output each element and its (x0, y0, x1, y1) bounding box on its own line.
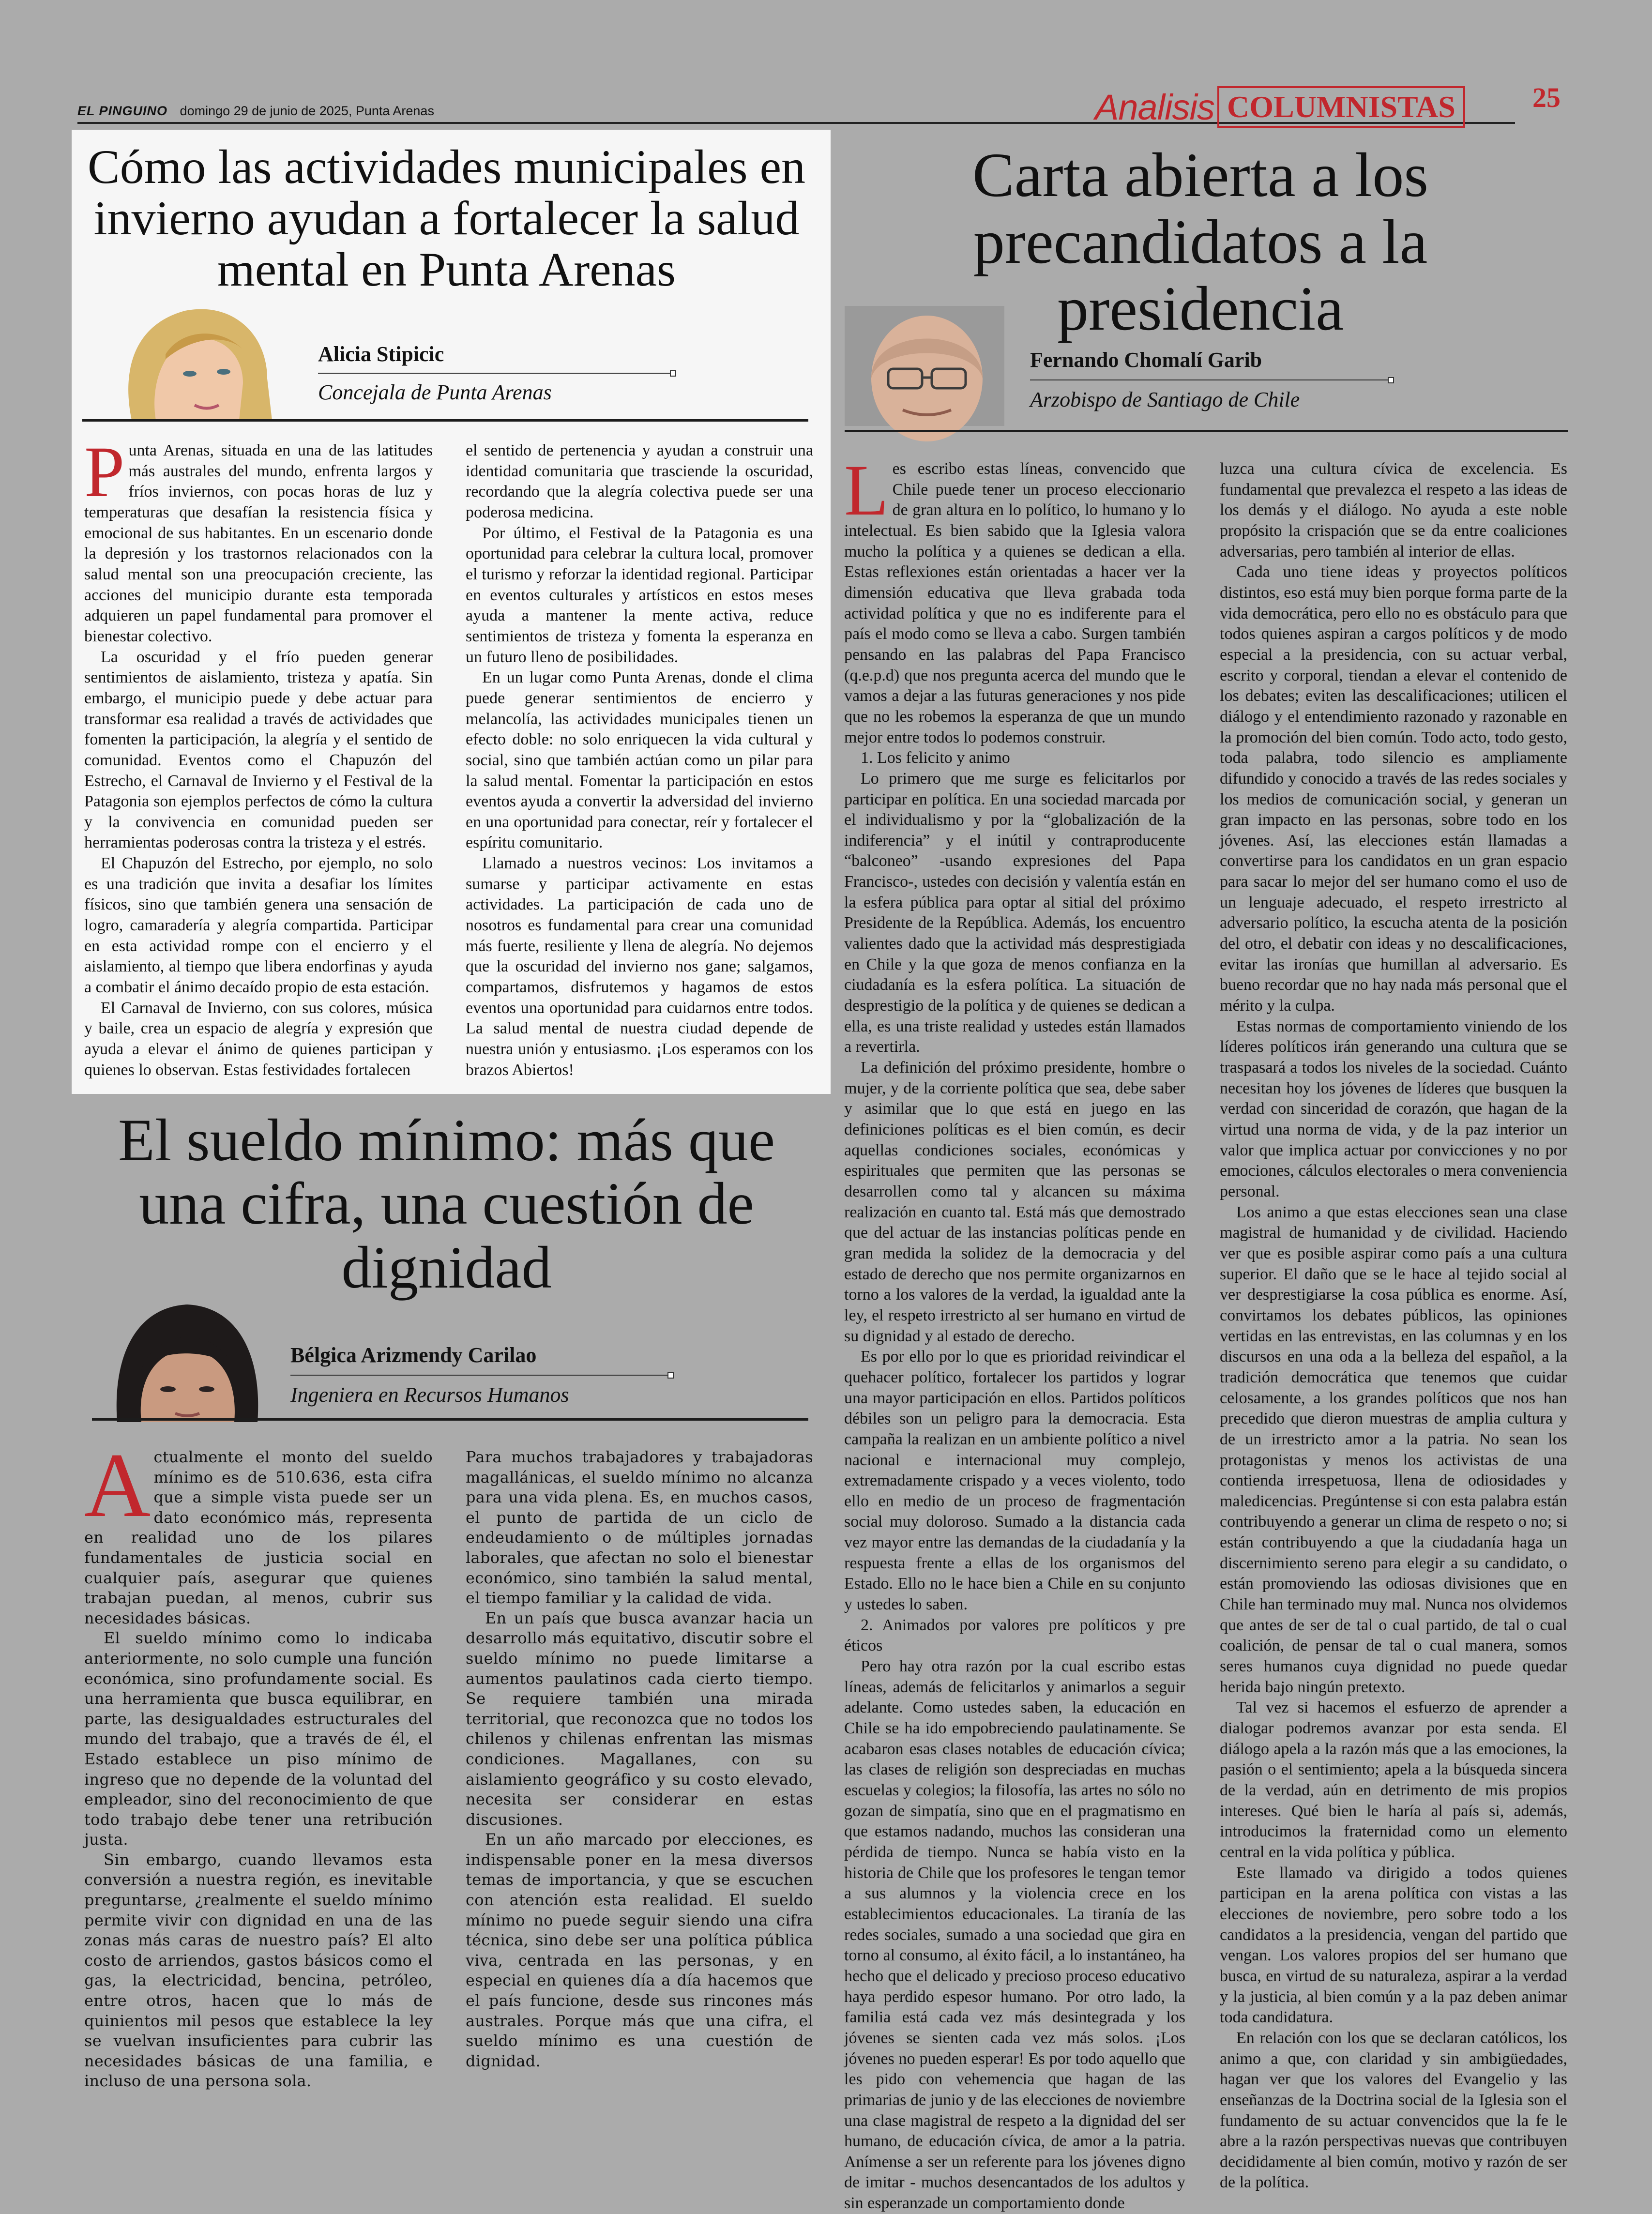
article2-paragraph: Cada uno tiene ideas y proyectos políticos distintos, eso está muy bien porque forma parte de la vida democrática, pero ello no es obstáculo para que todos quienes aspiran a cargos políticos y de modo especial a la presidencia, con su actuar verbal, escrito y corporal, tiendan a elevar el contenido de los debates; eviten las descalificaciones; utilicen el diálogo y el entendimiento razonado y razonable en la promoción del bien común. Todo acto, todo gesto, toda palabra, todo silencio es ampliamente difundido y conocido a través de las redes sociales y los medios de comunicación social, y generan un gran impacto en las personas, sobre todo en los jóvenes. Así, las elecciones están llamadas a convertirse para los candidatos en un gran espacio para sacar lo mejor del ser humano como el uso de un lenguaje adecuado, el respeto irrestricto al adversario político, la escucha atenta de la posición del otro, el debatir con ideas y no descalificaciones, evitar las ironías que humillan al adversario. Es bueno recordar que no hay nada más personal que el mérito y la culpa. (1220, 563, 1567, 1015)
article1-paragraph: El Chapuzón del Estrecho, por ejemplo, no solo es una tradición que invita a desafiar los límites físicos, sino que también genera una sensación de logro, camaradería y alegría compartida. Participar en esta actividad rompe con el encierro y el aislamiento, al tiempo que libera endorfinas y ayuda a combatir el ánimo decaído propio de esta estación. (84, 854, 433, 997)
section-label: COLUMNISTAS (1217, 86, 1465, 128)
article2-title: Carta abierta a los precandidatos a la presidencia (972, 140, 1429, 344)
article2-paragraph: Estas normas de comportamiento viniendo de los líderes políticos irán generando una cultura que se traspasará a todos los niveles de la sociedad. Cuánto necesitan hoy los jóvenes de líderes que busquen la verdad con sinceridad de corazón, que hagan de la virtud una norma de vida, y de la paz interior un valor que implica actuar por convicciones y no por emociones, cálculos electorales o mera conveniencia personal. (1220, 1017, 1567, 1200)
section-header (1095, 86, 1465, 128)
article2-column-1 (844, 450, 1185, 2213)
masthead (77, 104, 434, 119)
article2-author-rule (1030, 379, 1388, 380)
article3-author-name: Bélgica Arizmendy Carilao (290, 1343, 537, 1367)
article2-subheading: 1. Los felicito y animo (861, 749, 1010, 767)
newspaper-brand: EL PINGUINO (77, 104, 168, 118)
article2-paragraph: La definición del próximo presidente, hombre o mujer, y de la corriente política que sea, debe saber y asimilar que lo que está en juego en las definiciones políticas es el bien común, es decir aquellas condiciones sociales, económicas y espirituales que permiten que las personas se desarrollen como tal y alcancen su máxima realización en cuanto tal. Está más que demostrado que del actuar de las instancias políticas pende en gran medida la solidez de la democracia y del estado de derecho que nos permite organizarnos en torno a los valores de la verdad, la igualdad ante la ley, el respeto irrestricto al ser humano en virtud de su dignidad y al estado de derecho. (844, 1059, 1185, 1345)
section-script-label: Analisis (1095, 87, 1214, 127)
article2-author-role: Arzobispo de Santiago de Chile (1030, 388, 1300, 411)
article2-subheading: 2. Animados por valores pre políticos y pre éticos (844, 1616, 1185, 1655)
article1-column-2 (466, 440, 813, 1084)
article1-author-name: Alicia Stipicic (318, 342, 444, 366)
article3-paragraph: Sin embargo, cuando llevamos esta conversión a nuestra región, es inevitable preguntarse, ¿realmente el sueldo mínimo permite vivir con dignidad en una de las zonas más caras de nuestro país? El alto costo de arriendos, gastos básicos como el gas, la electricidad, bencina, petróleo, entre otros, hacen que lo más de quinientos mil pesos que establece la ley se vuelvan insuficientes para cubrir las necesidades básicas de una familia, e incluso de una persona sola. (84, 1850, 433, 2091)
article1-author-rule (318, 373, 670, 374)
article3-paragraph: En un país que busca avanzar hacia un desarrollo más equitativo, discutir sobre el sueldo mínimo no puede limitarse a aumentos paulatinos cada cierto tiempo. Se requiere también una mirada territorial, que reconozca que no todos los chilenos y chilenas enfrentan las mismas condiciones. Magallanes, con su aislamiento geográfico y su costo elevado, necesita ser considerar en estas discusiones. (466, 1608, 813, 1829)
article1-paragraph: Llamado a nuestros vecinos: Los invitamos a sumarse y participar activamente en estas actividades. La participación de cada uno de nosotros es fundamental para crear una comunidad más fuerte, resiliente y llena de alegría. No dejemos que la oscuridad del invierno nos gane; salgamos, compartamos, disfrutemos y hagamos de estos eventos una oportunidad para cuidarnos entre todos. La salud mental de nuestra ciudad depende de nuestra unión y entusiasmo. ¡Los esperamos con los brazos Abiertos! (466, 854, 813, 1079)
article1-author-role: Concejala de Punta Arenas (318, 380, 552, 404)
article1-author-photo (112, 296, 288, 420)
article3-column-2 (466, 1447, 813, 2091)
article3-column-1 (84, 1435, 433, 2091)
article3-paragraph: El sueldo mínimo como lo indicaba anteriormente, no solo cumple una función económica, sino profundamente social. Es una herramienta que busca equilibrar, en parte, las desigualdades estructurales del mundo del trabajo, que a través de él, el Estado establece un piso mínimo de ingreso que no depende de la voluntad del empleador, sino del reconocimiento de que todo trabajo debe tener una retribución justa. (84, 1629, 433, 1849)
article2-paragraph: Tal vez si hacemos el esfuerzo de aprender a dialogar podremos avanzar por esta senda. El diálogo apela a la razón más que a las emociones, la pasión o el sentimiento; apela a la búsqueda sincera de la verdad, aún en detrimento de mis propios intereses. Qué bien le haría al país si, además, introducimos la fraternidad como un elemento central en la vida política y pública. (1220, 1698, 1567, 1861)
article2-paragraph: Este llamado va dirigido a todos quienes participan en la arena política con vistas a las elecciones de noviembre, pero sobre todo a los candidatos a la presidencia, vengan del partido que vengan. Los valores propios del ser humano que busca, en virtud de su naturaleza, aspirar a la verdad y la justicia, al bien común y a la paz deben animar toda candidatura. (1220, 1864, 1567, 2027)
article1-paragraph: La oscuridad y el frío pueden generar sentimientos de aislamiento, tristeza y apatía. Sin embargo, el municipio puede y debe actuar para transformar esa realidad a través de actividades que fomenten la participación, la alegría y el sentido de comunidad. Eventos como el Chapuzón del Estrecho, el Carnaval de Invierno y el Festival de la Patagonia son ejemplos perfectos de cómo la cultura y la convivencia en comunidad pueden ser herramientas poderosas contra la tristeza y el estrés. (84, 648, 433, 852)
page-number: 25 (1532, 82, 1561, 113)
article1-dropcap: P (84, 432, 125, 512)
article3-paragraph: ctualmente el monto del sueldo mínimo es de 510.636, esta cifra que a simple vista puede ser un dato económico más, representa en realidad uno de los pilares fundamentales de justicia social en cualquier país, asegurar que quienes trabajan puedan, al menos, cubrir sus necesidades básicas. (84, 1448, 433, 1627)
article3-dropcap: A (84, 1435, 151, 1536)
article2-byline-separator (845, 430, 1568, 432)
article2-paragraph: Lo primero que me surge es felicitarlos por participar en política. En una sociedad marcada por el individualismo y por la “globalización de la indiferencia” y el inútil y contraproducente “balconeo” -usando expresiones del Papa Francisco-, ustedes con decisión y valentía están en la esfera pública para optar al sitial del próximo Presidente de la República. Además, los encuentro valientes dado que la actividad más desprestigiada en Chile y la que goza de menos confianza en la ciudadanía es la esfera política. La situación de desprestigio de la política y de quienes se dedican a ella, es una triste realidad y ustedes están llamados a revertirla. (844, 769, 1185, 1056)
article1-byline-separator (82, 419, 808, 422)
article1-paragraph: El Carnaval de Invierno, con sus colores, música y baile, crea un espacio de alegría y expresión que ayuda a elevar el ánimo de quienes participan y quienes lo observan. Estas festividades fortalecen (84, 999, 433, 1079)
article1-paragraph: En un lugar como Punta Arenas, donde el clima puede generar sentimientos de encierro y melancolía, las actividades municipales tienen un efecto doble: no solo enriquecen la vida cultural y social, sino que también actúan como un pilar para la salud mental. Fomentar la participación en estos eventos ayuda a convertir la adversidad del invierno en una oportunidad para conectar, reír y fortalecer el espíritu comunitario. (466, 668, 813, 852)
article1-paragraph: el sentido de pertenencia y ayudan a construir una identidad comunitaria que trasciende la oscuridad, recordando que la alegría colectiva puede ser una poderosa medicina. (466, 441, 813, 521)
article3-author-rule (290, 1375, 668, 1376)
article3-paragraph: Para muchos trabajadores y trabajadoras magallánicas, el sueldo mínimo no alcanza para una vida plena. Es, en muchos casos, el punto de partida de un ciclo de endeudamiento o de múltiples jornadas laborales, que afectan no solo el bienestar económico, sino también la salud mental, el tiempo familiar y la calidad de vida. (466, 1448, 813, 1607)
article2-paragraph: Pero hay otra razón por la cual escribo estas líneas, además de felicitarlos y animarlos a seguir adelante. Como ustedes saben, la educación en Chile se ha ido empobreciendo paulatinamente. Se acabaron esas clases notables de educación cívica; las clases de religión son despreciadas en muchas escuelas y colegios; la filosofía, las artes no sólo no gozan de simpatía, sino que en el pragmatismo en que estamos nadando, muchos las consideran una pérdida de tiempo. Nunca se había visto en la historia de Chile que los profesores le tengan temor a sus alumnos y la violencia crece en los establecimientos educacionales. La tiranía de las redes sociales, sumado a una sociedad que gira en torno al consumo, al éxito fácil, a lo instantáneo, ha hecho que el delicado y precioso proceso educativo haya perdido espesor humano. Por otro lado, la familia está cada vez más desintegrada y los jóvenes se sienten cada vez más solos. ¡Los jóvenes no pueden esperar! Es por todo aquello que les pido con vehemencia que hagan de las primarias de junio y de las elecciones de noviembre una clase magistral de respeto a la dignidad del ser humano, de educación cívica, de amor a la patria. Anímense a ser un referente para los jóvenes digno de imitar - muchos desencantados de los adultos y sin esperanzade un comportamiento donde (844, 1657, 1185, 2213)
article1-paragraph: unta Arenas, situada en una de las latitudes más australes del mundo, enfrenta largos y fríos inviernos, con pocas horas de luz y temperaturas que desafían la resistencia física y emocional de sus habitantes. En un escenario donde la depresión y los trastornos relacionados con la salud mental son una preocupación creciente, las acciones del municipio durante esta temporada adquieren un papel fundamental para promover el bienestar colectivo. (84, 441, 433, 645)
article2-dropcap: L (844, 450, 889, 531)
article1-title: Cómo las actividades municipales en invierno ayudan a fortalecer la salud mental en Punta Arenas (88, 140, 805, 296)
article2-paragraph: es escribo estas líneas, convencido que Chile puede tener un proceso eleccionario de gran altura en lo político, lo humano y lo intelectual. Es bien sabido que la Iglesia valora mucho la política y a quienes se dedican a ella. Estas reflexiones están orientadas a hacer ver la dimensión educativa que lleva grabada toda actividad política y que no es indiferente para el país el modo como se lleva a cabo. Surgen también pensando en las palabras del Papa Francisco (q.e.p.d) que nos pregunta acerca del mundo que le vamos a dejar a las futuras generaciones y nos pide que no les robemos la esperanza de que un mundo mejor entre todos lo podemos construir. (844, 460, 1185, 746)
article2-author-name: Fernando Chomalí Garib (1030, 348, 1262, 372)
article2-column-2 (1220, 459, 1567, 2192)
article1-column-1 (84, 432, 433, 1084)
article3-byline-separator (92, 1418, 808, 1421)
article3-author-role: Ingeniera en Recursos Humanos (290, 1383, 569, 1407)
article2-paragraph: En relación con los que se declaran católicos, los animo a que, con claridad y sin ambigüedades, hagan ver que los valores del Evangelio y las enseñanzas de la Doctrina social de la Iglesia son el fundamento de su actuar convencidos que la fe le abre a la razón perspectivas nuevas que contribuyen decididamente al bien común, motivo y razón de ser de la política. (1220, 2029, 1567, 2192)
article1-paragraph: Por último, el Festival de la Patagonia es una oportunidad para celebrar la cultura local, promover el turismo y reforzar la identidad regional. Participar en eventos culturales y artísticos en estos meses ayuda a mantener la mente activa, reduce sentimientos de tristeza y fomenta la esperanza en un futuro lleno de posibilidades. (466, 524, 813, 666)
article2-paragraph: Es por ello por lo que es prioridad reivindicar el quehacer político, fortalecer los partidos y lograr una mayor participación en ellos. Partidos políticos débiles son un peligro para la democracia. Esta campaña la realizan en un ambiente político a nivel nacional e internacional muy complejo, extremadamente crispado y a veces violento, todo ello en medio de un proceso de fragmentación social muy doloroso. Sumado a la distancia cada vez mayor entre las demandas de la ciudadanía y la respuesta frente a ellas de los organismos del Estado. Ello no le hace bien a Chile en su conjunto y ustedes lo saben. (844, 1348, 1185, 1614)
issue-date: domingo 29 de junio de 2025, Punta Arenas (180, 104, 434, 118)
article2-paragraph: Los animo a que estas elecciones sean una clase magistral de humanidad y de civilidad. Haciendo ver que es posible aspirar como país a una cultura superior. El daño que se le hace al tejido social al ver desprestigiarse la cosa pública es enorme. Así, convirtamos los debates públicos, las opiniones vertidas en las entrevistas, en las columnas y en los discursos en una oda a la belleza del español, a la tradición democrática que tenemos que cuidar celosamente, a los grandes políticos que nos han precedido que dieron muestras de amplia cultura y de un irrestricto amor a la patria. No sean los protagonistas y menos los activistas de una contienda irrespetuosa, llena de odiosidades y maledicencias. Pregúntense si con esta palabra están contribuyendo a generar un clima de respeto o no; si están contribuyendo a que la ciudadanía haga un discernimiento sereno para elegir a su candidato, o están promoviendo las odiosas divisiones que en Chile han terminado muy mal. Nunca nos olvidemos que antes de ser de tal o cual partido, de tal o cual coalición, de pensar de tal o cual manera, somos seres humanos cuya dignidad no puede quedar herida bajo ningún pretexto. (1220, 1203, 1567, 1696)
article3-title: El sueldo mínimo: más que una cifra, una cuestión de dignidad (118, 1107, 775, 1301)
article2-author-photo (845, 306, 1004, 426)
article3-author-photo (107, 1297, 267, 1422)
article2-paragraph: luzca una cultura cívica de excelencia. Es fundamental que prevalezca el respeto a las ideas de los demás y el diálogo. No ayuda a este noble propósito la crispación que se da entre coaliciones adversarias, pero también al interior de ellas. (1220, 460, 1567, 561)
article3-paragraph: En un año marcado por elecciones, es indispensable poner en la mesa diversos temas de importancia, y que se escuchen con atención esta realidad. El sueldo mínimo no puede seguir siendo una cifra técnica, sino debe ser una política pública viva, centrada en las personas, y en especial en quienes día a día hacemos que el país funcione, desde sus rincones más australes. Porque más que una cifra, el sueldo mínimo es una cuestión de dignidad. (466, 1830, 813, 2070)
